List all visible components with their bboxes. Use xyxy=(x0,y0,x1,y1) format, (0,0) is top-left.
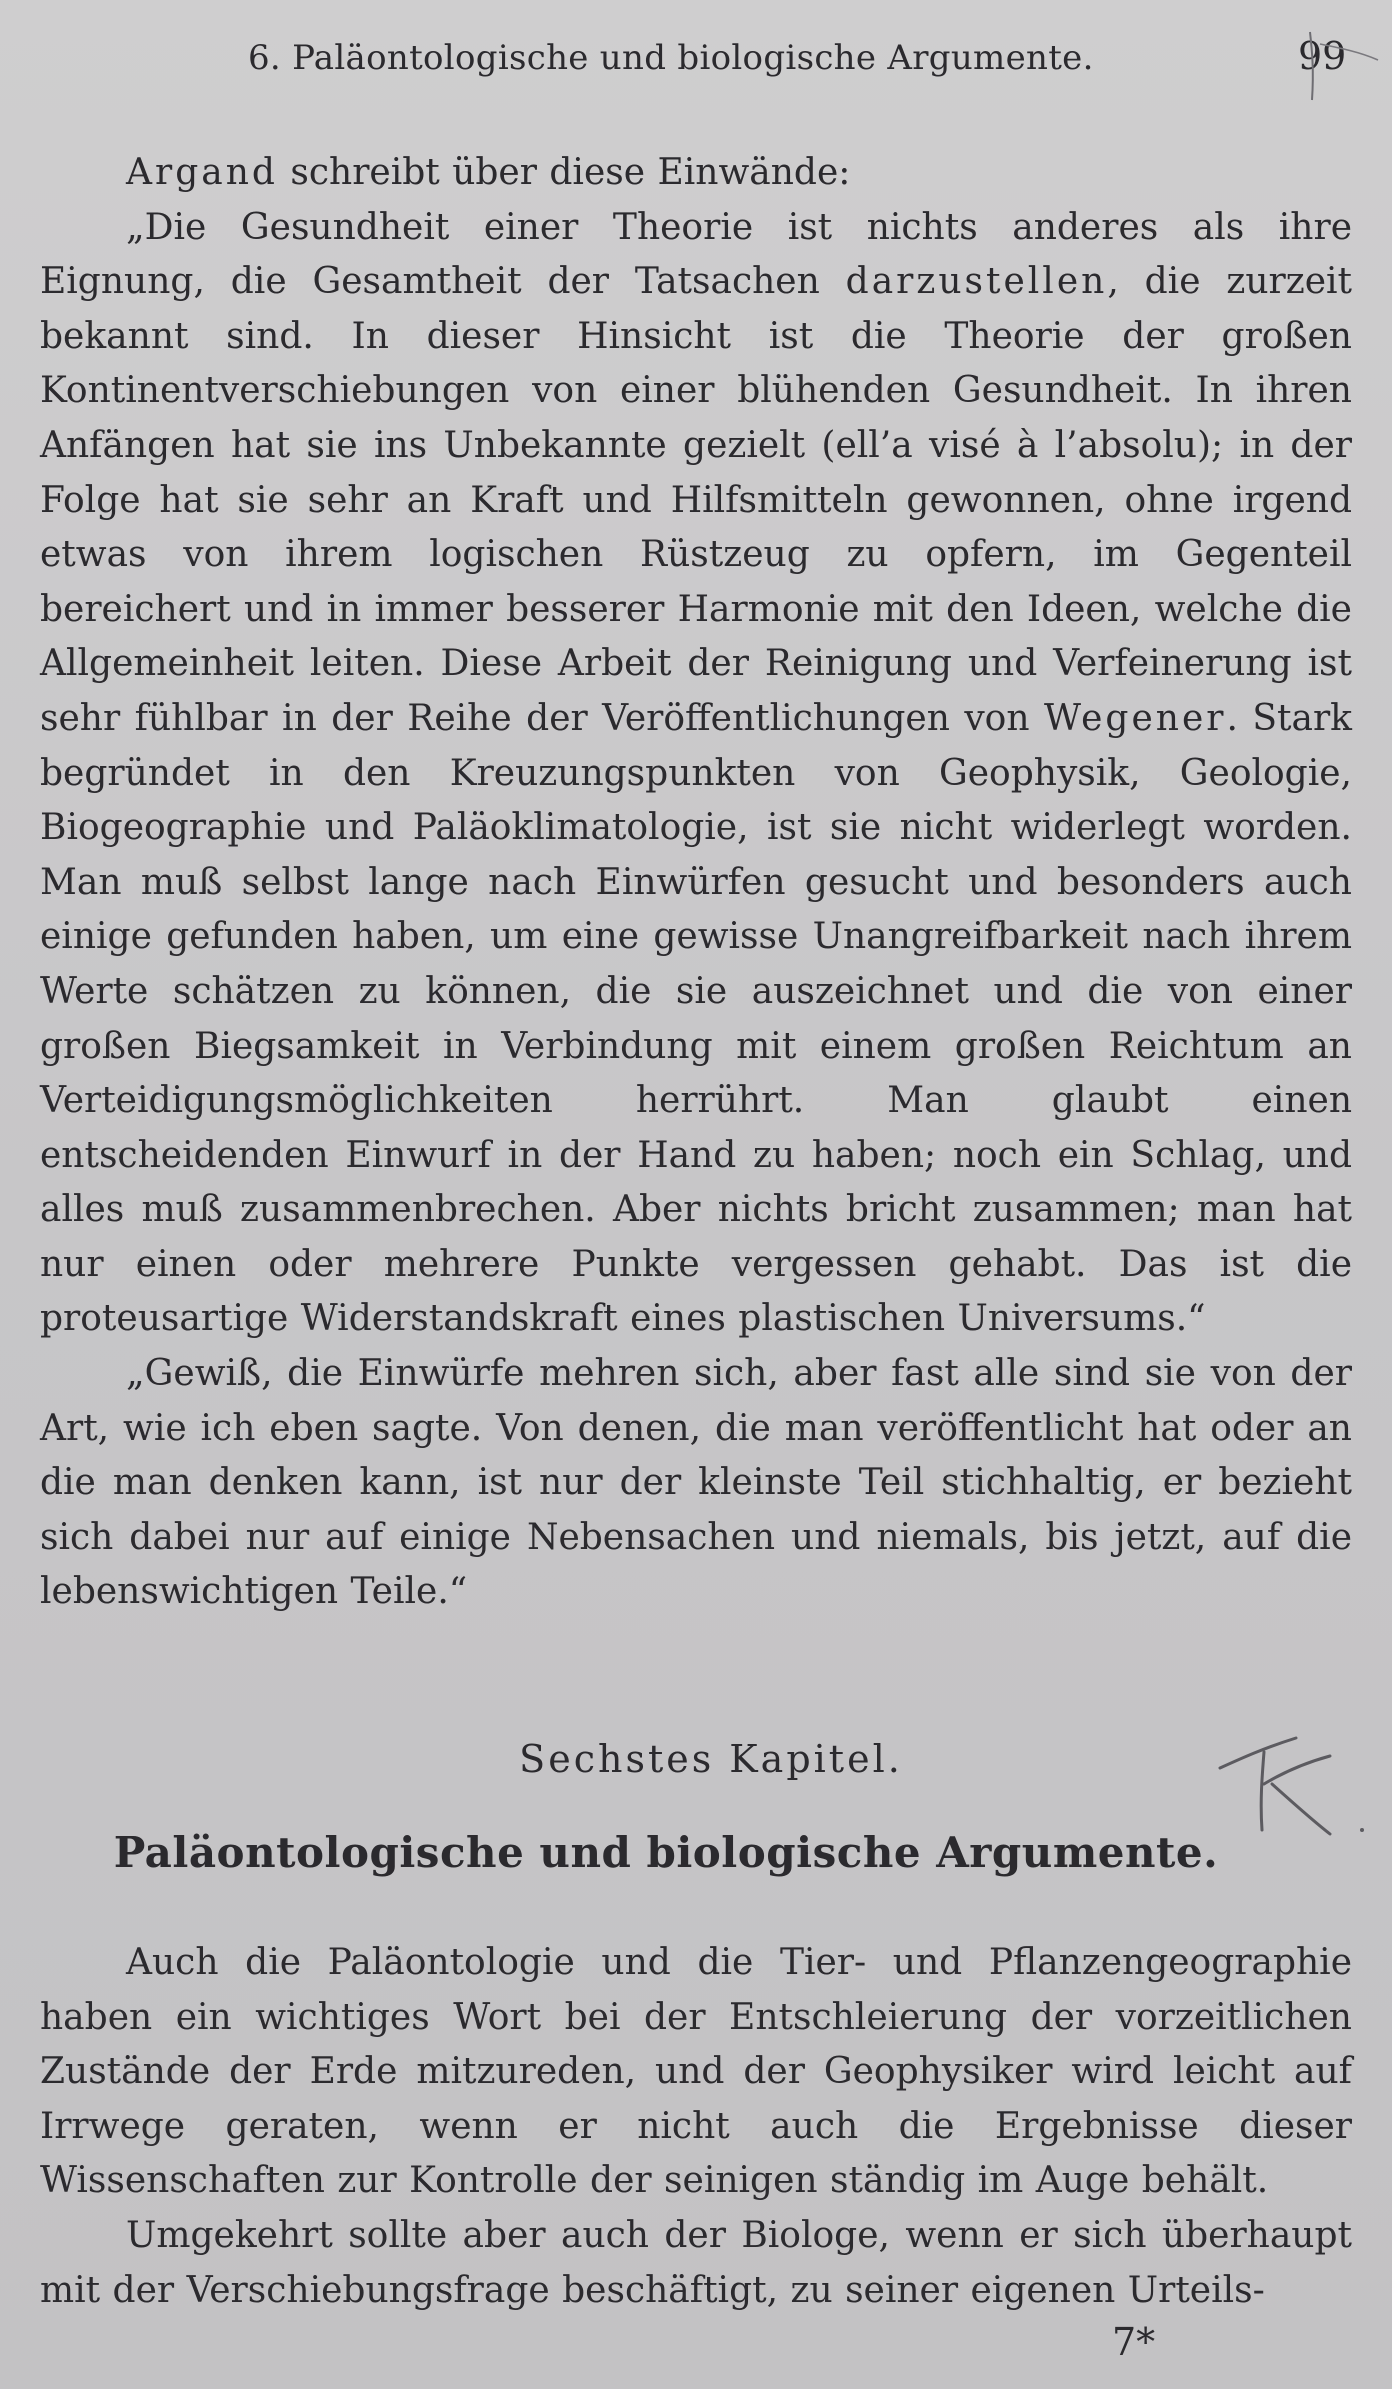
intro-lead xyxy=(40,146,1352,201)
running-head xyxy=(0,34,1392,88)
pencil-k-icon xyxy=(1212,1722,1372,1842)
quote1-part-b: , die zurzeit bekannt sind. In dieser Hinsicht ist die Theorie der großen Kontinentverschiebungen von einer blühenden Gesundheit. In ihren Anfängen hat sie ins Unbekannte gezielt (ell’a visé à l’absolu); in der Folge hat sie sehr an Kraft und Hilfsmitteln gewonnen, ohne irgend etwas von ihrem logischen Rüstzeug zu opfern, im Gegenteil bereichert und in immer besserer Harmonie mit den Ideen, welche die Allgemeinheit leiten. Diese Arbeit der Reinigung und Verfeinerung ist sehr fühlbar in der Reihe der Veröffentlichungen von xyxy=(40,261,1352,739)
page-number: 99 xyxy=(1298,34,1347,78)
running-title: 6. Paläontologische und biologische Argumente. xyxy=(248,38,1094,78)
chapter-paragraph-1: Auch die Paläontologie und die Tier- und Pflanzengeographie haben ein wichtiges Wort bei der Entschleierung der vorzeitlichen Zustände der Erde mitzureden, und der Geophysiker wird leicht auf Irrwege geraten, wenn er nicht auch die Ergebnisse dieser Wissenschaften zur Kontrolle der seinigen ständig im Auge behält. xyxy=(40,1942,1352,2202)
pencil-stroke-icon xyxy=(1290,30,1380,120)
signature-mark: 7* xyxy=(1112,2320,1156,2364)
intro-block xyxy=(40,146,1352,1620)
quote1-spaced-word: darzustellen xyxy=(845,261,1108,303)
intro-lead-rest: schreibt über diese Einwände: xyxy=(277,152,851,193)
chapter-title: Paläontologische und biologische Argumente. xyxy=(113,1828,1219,1877)
quote-paragraph-1 xyxy=(40,201,1352,1347)
quote-paragraph-2: „Gewiß, die Einwürfe mehren sich, aber fast alle sind sie von der Art, wie ich eben sagte. Von denen, die man veröffentlicht hat oder an die man denken kann, ist nur der kleinste Teil stichhaltig, er bezieht sich dabei nur auf einige Nebensachen und niemals, bis jetzt, auf die lebenswichtigen Teile.“ xyxy=(40,1353,1352,1613)
chapter-body xyxy=(40,1936,1352,2318)
chapter-label: Sechstes Kapitel. xyxy=(519,1737,903,1781)
quote1-name: Wegener xyxy=(1044,697,1227,739)
chapter-paragraph-2: Umgekehrt sollte aber auch der Biologe, wenn er sich überhaupt mit der Verschiebungsfrage beschäftigt, zu seiner eigenen Urteils- xyxy=(40,2214,1352,2311)
author-name: Argand xyxy=(126,152,278,193)
quote1-part-a: „Die Gesundheit einer Theorie ist nichts anderes als ihre Eignung, die Gesamtheit der Tatsachen xyxy=(40,206,1352,303)
quote1-part-c: . Stark begründet in den Kreuzungspunkten von Geophysik, Geologie, Biogeographie und Paläoklimatologie, ist sie nicht widerlegt worden. Man muß selbst lange nach Einwürfen gesucht und besonders auch einige gefunden haben, um eine gewisse Unangreifbarkeit nach ihrem Werte schätzen zu können, die sie auszeichnet und die von einer großen Biegsamkeit in Verbindung mit einem großen Reichtum an Verteidigungsmöglichkeiten herrührt. Man glaubt einen entscheidenden Einwurf in der Hand zu haben; noch ein Schlag, und alles muß zusammenbrechen. Aber nichts bricht zusammen; man hat nur einen oder mehrere Punkte vergessen gehabt. Das ist die proteusartige Widerstandskraft eines plastischen Universums.“ xyxy=(40,697,1352,1340)
